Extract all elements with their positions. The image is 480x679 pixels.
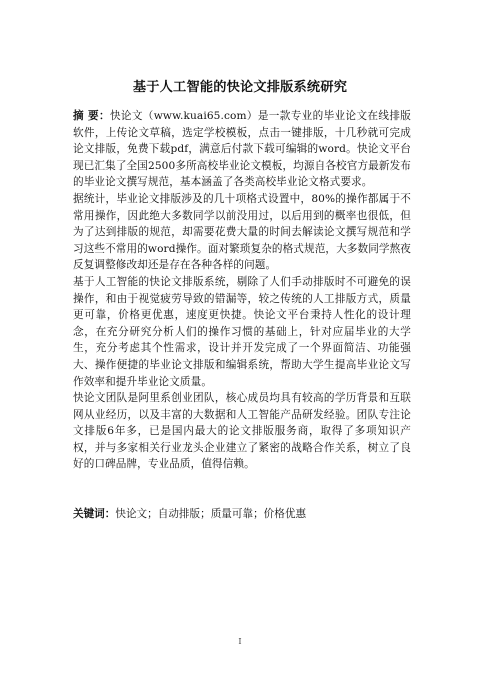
keywords-label: 关键词： — [73, 508, 116, 520]
abstract-label: 摘 要： — [73, 110, 110, 122]
body-paragraph-3: 快论文团队是阿里系创业团队，核心成员均具有较高的学历背景和互联网从业经历，以及丰富的大数据和人工智能产品研发经验。团队专注论文排版6年多，已是国内最大的论文排版服务商，取得了多项知识产权，并与多家相关行业龙头企业建立了紧密的战略合作关系，树立了良好的口碑品牌，专业品质，值得信赖。 — [73, 392, 411, 471]
keywords-text: 快论文；自动排版；质量可靠；价格优惠 — [115, 508, 307, 520]
document-title: 基于人工智能的快论文排版系统研究 — [132, 80, 348, 95]
abstract-paragraph — [73, 108, 411, 191]
abstract-text: 快论文（www.kuai65.com）是一款专业的毕业论文在线排版软件，上传论文草稿，选定学校模板，点击一键排版，十几秒就可完成论文排版，免费下载pdf，满意后付款下载可编辑的word。快论文平台现已汇集了全国2500多所高校毕业论文模板，均源自各校官方最新发布的毕业论文撰写规范，基本涵盖了各类高校毕业论文格式要求。 — [73, 110, 412, 189]
keywords-line — [73, 506, 411, 522]
body-paragraph-2: 基于人工智能的快论文排版系统，剔除了人们手动排版时不可避免的误操作，和由于视觉疲劳导致的错漏等，较之传统的人工排版方式，质量更可靠，价格更优惠，速度更快捷。快论文平台秉持人性化的设计理念，在充分研究分析人们的操作习惯的基础上，针对应届毕业的大学生，充分考虑其个性需求，设计并开发完成了一个界面简洁、功能强大、操作便捷的毕业论文排版和编辑系统，帮助大学生提高毕业论文写作效率和提升毕业论文质量。 — [73, 275, 411, 388]
page-number: I — [238, 637, 242, 646]
body-paragraph-1: 据统计，毕业论文排版涉及的几十项格式设置中，80%的操作都属于不常用操作，因此绝大多数同学以前没用过，以后用到的概率也很低，但为了达到排版的规范，却需要花费大量的时间去解读论文撰写规范和学习这些不常用的word操作。面对繁琐复杂的格式规范，大多数同学熬夜反复调整修改却还是存在各种各样的问题。 — [73, 192, 411, 272]
document-body — [73, 108, 411, 473]
